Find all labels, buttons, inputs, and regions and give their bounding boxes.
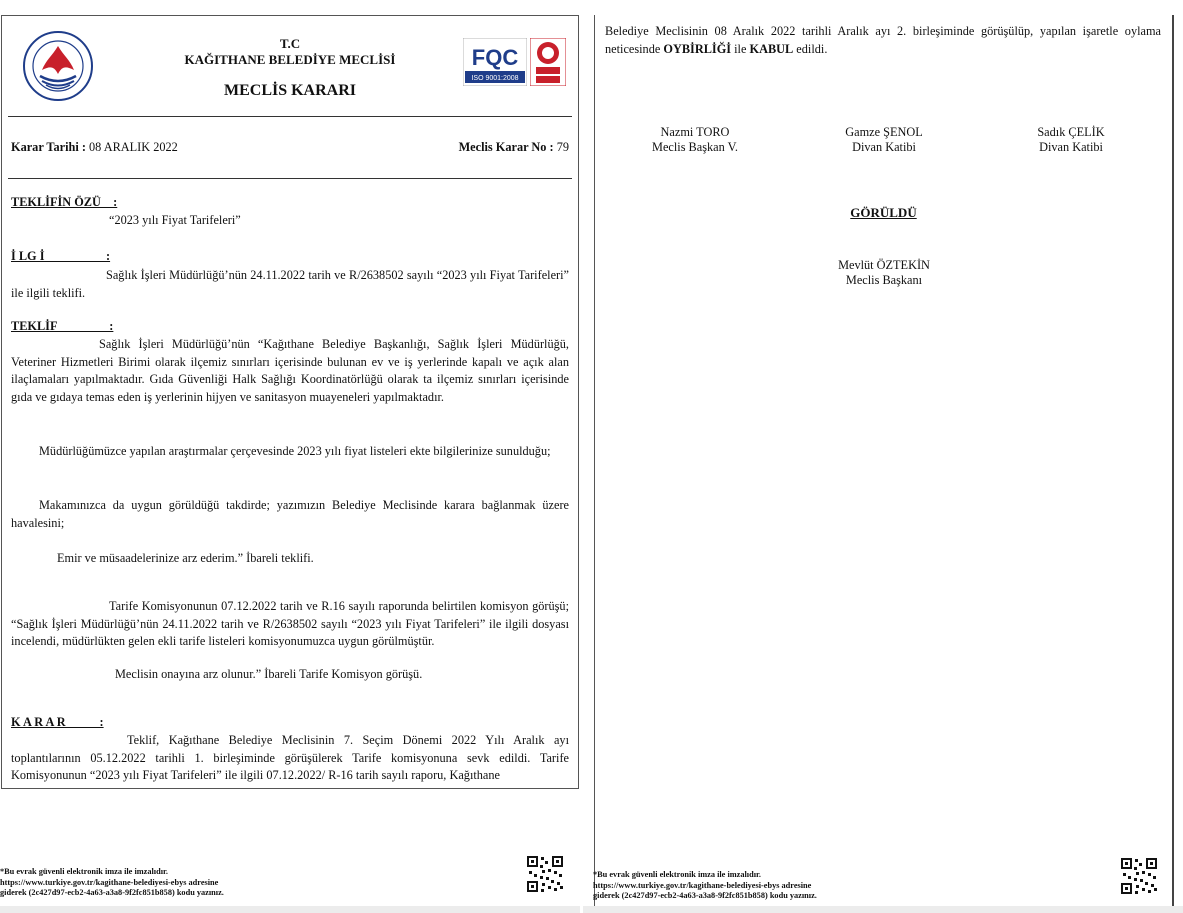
karar-heading: K A R A R : (11, 715, 104, 729)
signatory-2 (794, 125, 974, 155)
ilgi-text: Sağlık İşleri Müdürlüğü’nün 24.11.2022 tarih ve R/2638502 sayılı “2023 yılı Fiyat Tarifeleri” ile ilgili teklifi. (11, 268, 569, 300)
unanimity-label: OYBİRLİĞİ (663, 41, 732, 56)
turkak-certification-icon (530, 38, 566, 86)
decision-number-value: 79 (553, 140, 569, 154)
letterhead (2, 16, 578, 116)
signatory-role: Divan Katibi (1039, 140, 1103, 154)
signatory-name: Sadık ÇELİK (1037, 125, 1105, 139)
decision-number-label: Meclis Karar No : (458, 140, 554, 154)
continuation-text-c: edildi. (793, 41, 828, 56)
mayor-role: Meclis Başkanı (845, 273, 923, 287)
esignature-line-2: https://www.turkiye.gov.tr/kagithane-belediyesi-ebys adresine (593, 880, 812, 890)
esignature-line-3: giderek (2c427d97-ecb2-4a63-a3a8-9f2fc851b858) kodu yazınız. (0, 888, 224, 897)
page-shadow-strip (0, 906, 580, 913)
decision-meta-row (11, 139, 569, 157)
svg-text:ISO 9001:2008: ISO 9001:2008 (471, 75, 519, 82)
decision-date-value: 08 ARALIK 2022 (85, 140, 178, 154)
svg-text:FQC: FQC (471, 45, 519, 70)
ilgi-heading: İ LG İ : (11, 249, 111, 263)
commission-closing: Meclisin onayına arz olunur.” İbareli Tarife Komisyon görüşü. (115, 667, 423, 681)
accepted-label: KABUL (749, 41, 794, 56)
esignature-line-1: *Bu evrak güvenli elektronik imza ile imzalıdır. (0, 867, 169, 876)
signatory-role: Divan Katibi (852, 140, 916, 154)
commission-opinion: Tarife Komisyonunun 07.12.2022 tarih ve R.16 sayılı raporunda belirtilen komisyon görüşü; “Sağlık İşleri Müdürlüğü’nün 24.11.2022 tarih ve R/2638502 sayılı “2023 yılı Fiyat Tarifeleri” ile ilgili dosyası incelendi, müdürlükten gelen ekli tarife listeleri komisyonumuzca uygun görülmüştür. (11, 599, 569, 648)
mayor-name: Mevlüt ÖZTEKİN (838, 258, 930, 272)
page-shadow-strip (583, 906, 1183, 913)
goruldu-heading: GÖRÜLDÜ (850, 205, 917, 220)
tc-label: T.C (279, 36, 301, 51)
signatory-3 (981, 125, 1161, 155)
teklifin-ozu-text: “2023 yılı Fiyat Tarifeleri” (109, 213, 241, 227)
continuation-text-b: ile (731, 41, 750, 56)
teklif-paragraph-2: Müdürlüğümüzce yapılan araştırmalar çerçevesinde 2023 yılı fiyat listeleri ekte bilgilerinize sunulduğu; (39, 444, 551, 458)
decision-number (459, 139, 569, 157)
signatory-1 (605, 125, 785, 155)
mayor-signature (794, 258, 974, 288)
karar-text: Teklif, Kağıthane Belediye Meclisinin 7. Seçim Dönemi 2022 Yılı Aralık ayı toplantılarının 05.12.2022 tarihli 1. birleşiminde görüşülerek Tarife komisyonuna sevk edildi. Tarife Komisyonunun “2023 yılı Fiyat Tarifeleri” ile ilgili 07.12.2022/ R-16 tarih sayılı raporu, Kağıthane (11, 733, 569, 782)
teklif-paragraph-1: Sağlık İşleri Müdürlüğü’nün “Kağıthane Belediye Başkanlığı, Sağlık İşleri Müdürlüğü, Veteriner Hizmetleri Birimi olarak ilçemiz sınırları içerisinde bulunan ev ve iş yerlerinde kapalı ve açık alan ilaçlamaları yapılmaktadır. Gıda Güvenliği Halk Sağlığı Koordinatörlüğü olarak ta ilçemiz sınırları içerisinde gıda ve gıdaya temas eden iş yerlerinin hijyen ve sanitasyon muayeneleri yapılmaktadır. (11, 337, 569, 404)
qr-code-icon (526, 855, 564, 893)
continuation-text-a: Belediye Meclisinin 08 Aralık 2022 tarihli Aralık ayı 2. birleşiminde görüşülüp, yapılan işaretle oylama neticesinde (605, 24, 1161, 56)
teklif-heading: TEKLİF : (11, 319, 114, 333)
signatory-name: Gamze ŞENOL (845, 125, 923, 139)
esignature-notice-2 (593, 870, 817, 902)
esignature-notice-1 (0, 867, 224, 899)
decision-date-label: Karar Tarihi : (11, 140, 86, 154)
teklif-paragraph-4: Emir ve müsaadelerinize arz ederim.” İbareli teklifi. (57, 551, 314, 565)
esignature-line-2: https://www.turkiye.gov.tr/kagithane-belediyesi-ebys adresine (0, 877, 219, 887)
esignature-line-3: giderek (2c427d97-ecb2-4a63-a3a8-9f2fc851b858) kodu yazınız. (593, 891, 817, 900)
fqc-certification-icon (463, 38, 527, 86)
document-page-1 (1, 15, 579, 789)
header-divider (8, 116, 572, 117)
document-page-2 (594, 15, 1174, 908)
esignature-line-1: *Bu evrak güvenli elektronik imza ile imzalıdır. (593, 870, 762, 879)
document-title: MECLİS KARARI (223, 82, 356, 99)
meta-divider (8, 178, 572, 179)
signatory-role: Meclis Başkan V. (652, 140, 738, 154)
signatory-name: Nazmi TORO (660, 125, 730, 139)
qr-code-icon (1120, 857, 1158, 895)
council-name: KAĞITHANE BELEDİYE MECLİSİ (184, 52, 396, 67)
decision-continuation (605, 23, 1161, 58)
teklifin-ozu-heading: TEKLİFİN ÖZÜ : (11, 195, 118, 209)
teklif-paragraph-3: Makamınızca da uygun görüldüğü takdirde; yazımızın Belediye Meclisinde karara bağlanmak üzere havalesini; (11, 498, 569, 530)
